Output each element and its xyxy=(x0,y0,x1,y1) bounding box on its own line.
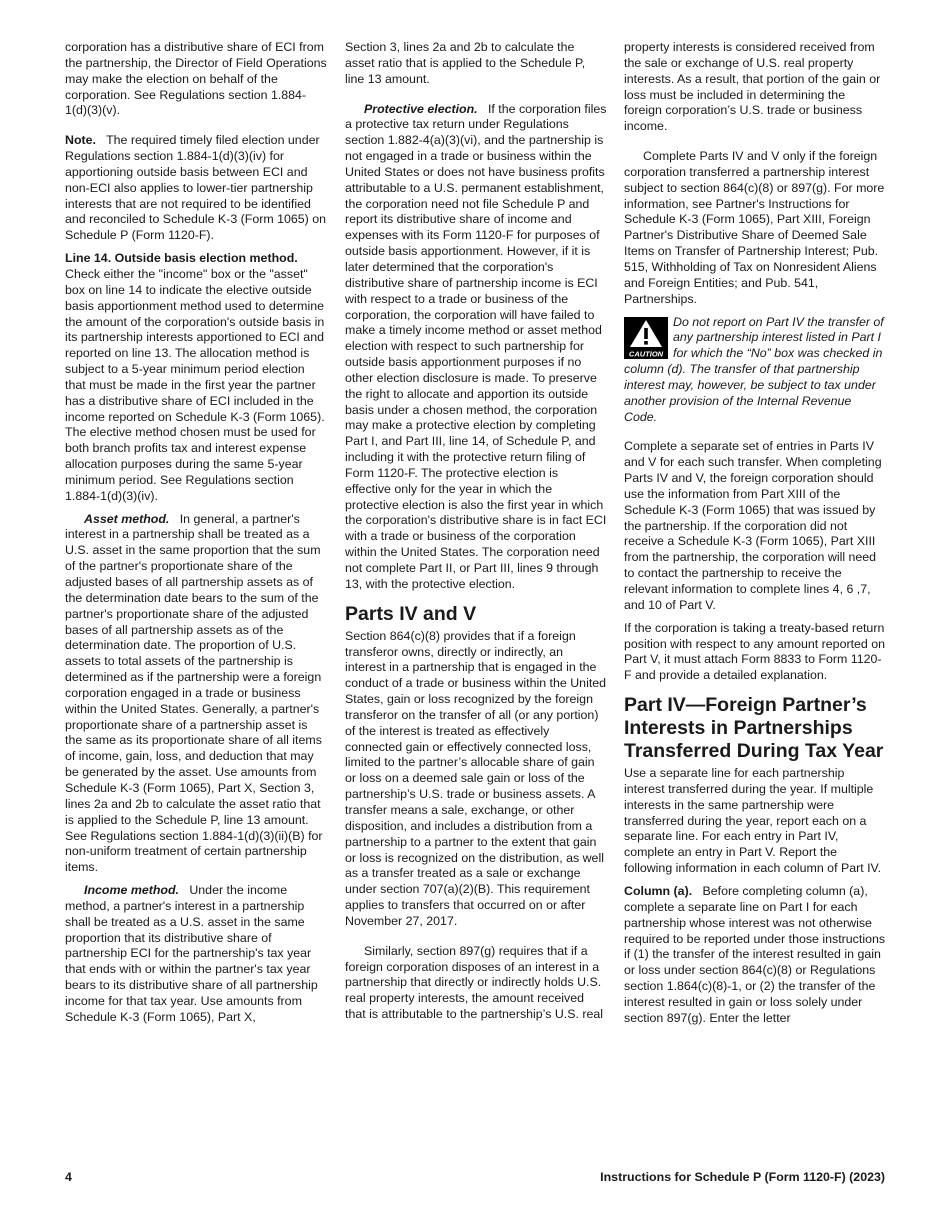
caution-word: CAUTION xyxy=(628,349,664,358)
column-1 xyxy=(65,40,327,1033)
document-title: Instructions for Schedule P (Form 1120-F) (2023) xyxy=(600,1170,885,1184)
protective-election-label: Protective election. xyxy=(364,101,478,116)
income-method-paragraph xyxy=(65,883,327,1026)
line14-paragraph xyxy=(65,251,327,505)
column-a-paragraph xyxy=(624,884,886,1027)
note-label: Note. xyxy=(65,133,96,148)
income-method-text: Under the income method, a partner's interest in a partnership shall be treated as a U.S. asset in the same proportion that its distributive share of partnership ECI for the partnership's tax year that ends with or within the partner's tax year bears to its distributive share of all partnership income for that tax year. Use amounts from Schedule K-3 (Form 1065), Part X, xyxy=(65,883,318,1024)
paragraph: property interests is considered received from the sale or exchange of U.S. real property interests. As a result, that portion of the gain or loss must be included in determining the foreign corporation’s U.S. trade or business income. xyxy=(624,40,881,134)
paragraph: Complete a separate set of entries in Parts IV and V for each such transfer. When completing Parts IV and V, the foreign corporation should use the information from Part XIII of the Schedule K-3 (Form 1065) that was issued by the partnership. If the corporation did not receive a Schedule K-3 (Form 1065), Part XIII from the partnership, the corporation will need to contact the partnership to receive the relevant information to complete lines 4, 6 ,7, and 10 of Part V. xyxy=(624,439,882,612)
caution-box xyxy=(624,315,886,426)
asset-method-text: In general, a partner's interest in a partnership shall be treated as a U.S. asset in the same proportion that the sum of the partner's proportionate share of the adjusted bases of all partnership assets as of the determination date bears to the sum of the partner's proportionate share of the adjusted bases of all partnership assets as of the determination date. The proportion of U.S. assets to total assets of the partnership is determined as if the partnership were a foreign corporation engaged in a trade or business within the United States. Generally, a partner's proportionate share of a partnership asset is the same as its proportionate share of all items of income, gain, loss, and deduction that may be generated by the asset. Use amounts from Schedule K-3 (Form 1065), Part X, Section 3, lines 2a and 2b to calculate the asset ratio that is applied to the Schedule P, line 13 amount. See Regulations section 1.884-1(d)(3)(ii)(B) for non-uniform treatment of certain partnership items. xyxy=(65,511,323,875)
asset-method-label: Asset method. xyxy=(84,511,170,526)
protective-election-text: If the corporation files a protective tax return under Regulations section 1.882-4(a)(3)(vi), and the partnership is not engaged in a trade or business within the United States or does not have business profits attributable to a U.S. permanent establishment, the corporation need not file Schedule P and report its distributive share of income and expenses with its Form 1120-F for purposes of outside basis apportionment. However, if it is later determined that the corporation's distributive share of partnership income is ECI with respect to a trade or business of the corporation, the corporation will have failed to make a timely income method or asset method election with respect to such partnership for outside basis apportionment purposes if no other election disclosure is made. To preserve the right to allocate and apportion its outside basis under a chosen method, the corporation may make a protective election by completing Part I, and Part III, line 14, of Schedule P, and including it with the protective return filing of Form 1120-F. The protective election is effective only for the year in which the protective election is also the first year in which the corporation's distributive share is in fact ECI with a trade or business of the corporation within the United States. The corporation need not complete Part II, or Part III, lines 9 through 13, with the protective election. xyxy=(345,101,607,591)
caution-text: Do not report on Part IV the transfer of any partnership interest listed in Part I for which the “No” box was checked in column (d). The transfer of that partnership interest may, however, be subject to tax under another provision of the Internal Revenue Code. xyxy=(624,314,884,424)
caution-icon xyxy=(624,317,668,359)
income-method-label: Income method. xyxy=(84,883,180,898)
paragraph: Complete Parts IV and V only if the foreign corporation transferred a partnership interest subject to section 864(c)(8) or 897(g). For more information, see Partner's Instructions for Schedule K-3 (Form 1065), Part XIII, Foreign Partner's Distributive Share of Deemed Sale Items on Transfer of Partnership Interest; Pub. 515, Withholding of Tax on Nonresident Aliens and Foreign Entities; and Pub. 541, Partnerships. xyxy=(624,149,885,306)
paragraph: Similarly, section 897(g) requires that if a foreign corporation disposes of an interest in a partnership that directly or indirectly holds U.S. real property interests, the amount received that is attributable to the partnership’s U.S. real xyxy=(345,943,604,1022)
line14-label: Line 14. Outside basis election method. xyxy=(65,251,298,266)
page-number: 4 xyxy=(65,1170,72,1184)
paragraph: corporation has a distributive share of ECI from the partnership, the Director of Field Operations may make the election on behalf of the corporation. See Regulations section 1.884-1(d)(3)(v). xyxy=(65,40,327,118)
section-heading-part-iv: Part IV—Foreign Partner’s Interests in Partnerships Transferred During Tax Year xyxy=(624,694,884,763)
paragraph: Section 864(c)(8) provides that if a foreign transferor owns, directly or indirectly, an interest in a partnership that is engaged in the conduct of a trade or business within the United States, gain or loss recognized by the foreign transferor on the transfer of all (or any portion) of the interest is treated as effectively connected gain or effectively connected loss, limited to the partner’s allocable share of gain or loss on a deemed sale gain or loss of the partnership’s U.S. trade or business assets. A transfer means a sale, exchange, or other disposition, and includes a distribution from a partnership to a partner to the extent that gain or loss is recognized on the distribution, as well as a transfer treated as a sale or exchange under section 707(a)(2)(B). This requirement applies to transfers that occurred on or after November 27, 2017. xyxy=(345,628,607,928)
column-3 xyxy=(624,40,886,1034)
note-text: The required timely filed election under Regulations section 1.884-1(d)(3)(iv) for apportioning outside basis between ECI and non-ECI also applies to lower-tier partnership interests that are not required to be identified and reconciled to Schedule K-3 (Form 1065) on Schedule P (Form 1120-F). xyxy=(65,133,327,243)
paragraph: Use a separate line for each partnership interest transferred during the year. If multiple interests in the same partnership were transferred during the year, report each on a separate line. For each entry in Part IV, complete an entry in Part V. Report the following information in each column of Part IV. xyxy=(624,766,882,876)
column-a-label: Column (a). xyxy=(624,883,693,898)
section-heading-parts-iv-v: Parts IV and V xyxy=(345,602,477,625)
paragraph: If the corporation is taking a treaty-based return position with respect to any amount reported on Part V, it must attach Form 8833 to Form 1120-F and provide a detailed explanation. xyxy=(624,620,886,683)
column-a-text: Before completing column (a), complete a separate line on Part I for each partnership whose interest was not otherwise required to be reported under those instructions if (1) the transfer of the interest resulted in gain or loss under section 864(c)(8) or Regulations section 1.864(c)(8)-1, or (2) the transfer of the interest resulted in gain or loss solely under section 897(g). Enter the letter xyxy=(624,883,886,1025)
protective-election-paragraph xyxy=(345,102,607,593)
column-2 xyxy=(345,40,607,1030)
paragraph: Section 3, lines 2a and 2b to calculate the asset ratio that is applied to the Schedule P, line 13 amount. xyxy=(345,40,586,86)
asset-method-paragraph xyxy=(65,512,327,876)
line14-text: Check either the "income" box or the "asset" box on line 14 to indicate the elective outside basis apportionment method used to determine the amount of the corporation's outside basis in its partnership interests apportioned to ECI and reported on line 13. The allocation method is subject to a 5-year minimum period election that must be made in the first year the partner has a distributive share of ECI included in the income reported on Schedule K-3 (Form 1065). The elective method chosen must be used for both branch profits tax and interest expense allocation purposes during the same 5-year minimum period. See Regulations section 1.884-1(d)(3)(iv). xyxy=(65,266,325,503)
note-paragraph xyxy=(65,133,327,244)
